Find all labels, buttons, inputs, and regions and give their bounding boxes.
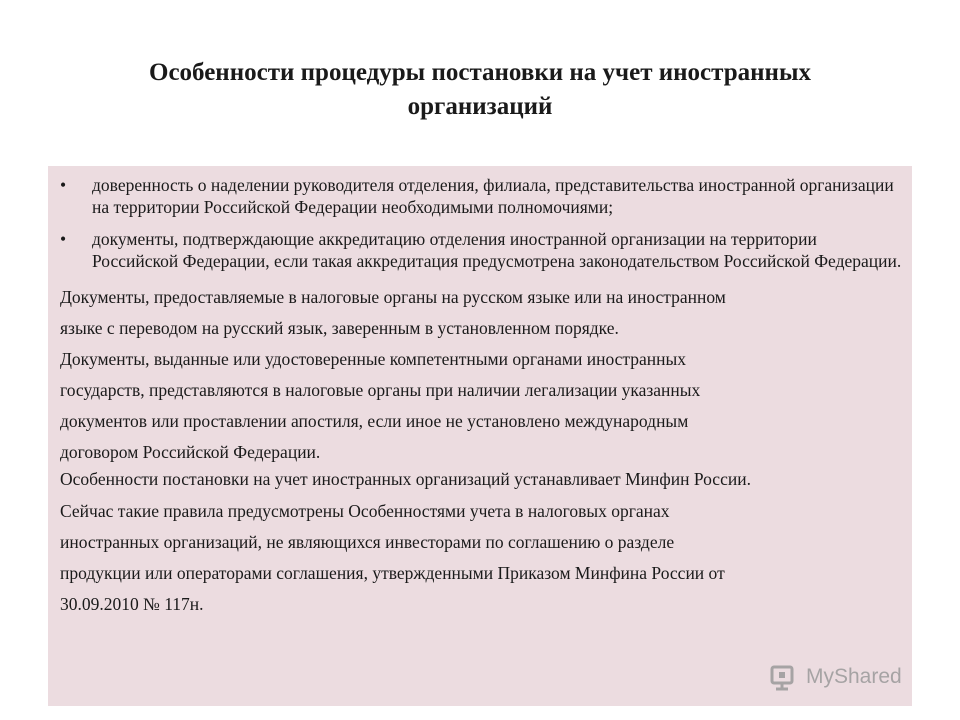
bullet-item-accreditation xyxy=(60,228,905,272)
bullet-marker: • xyxy=(60,229,67,249)
paragraph-line: Документы, предоставляемые в налоговые органы на русском языке или на иностранном xyxy=(60,287,726,307)
slide-content xyxy=(60,174,905,620)
closing-line: Сейчас такие правила предусмотрены Особенностями учета в налоговых органах xyxy=(60,501,670,521)
slide-title: Особенности процедуры постановки на учет иностранных организаций xyxy=(149,59,811,120)
paragraph-line: документов или проставлении апостиля, если иное не установлено международным xyxy=(60,411,689,431)
bullet-text: доверенность о наделении руководителя отделения, филиала, представительства иностранной организации на территории Российской Федерации необходимыми полномочиями; xyxy=(92,175,894,217)
watermark xyxy=(770,662,930,692)
bullet-item-power-of-attorney xyxy=(60,174,905,218)
paragraph-line: договором Российской Федерации. xyxy=(60,442,321,462)
closing-line: 30.09.2010 № 117н. xyxy=(60,594,204,614)
paragraph-line: Документы, выданные или удостоверенные компетентными органами иностранных xyxy=(60,349,687,369)
minfin-note: Особенности постановки на учет иностранных организаций устанавливает Минфин России. xyxy=(60,469,751,489)
paragraph-line: языке с переводом на русский язык, заверенным в установленном порядке. xyxy=(60,318,619,338)
paragraph-line: государств, представляются в налоговые органы при наличии легализации указанных xyxy=(60,380,701,400)
myshared-logo-icon xyxy=(770,663,800,691)
bullet-text: документы, подтверждающие аккредитацию отделения иностранной организации на территории Российской Федерации, если такая аккредитация предусмотрена законодательством Российской Федерации. xyxy=(92,229,902,271)
closing-line: иностранных организаций, не являющихся инвесторами по соглашению о разделе xyxy=(60,532,675,552)
closing-line: продукции или операторами соглашения, утвержденными Приказом Минфина России от xyxy=(60,563,725,583)
watermark-text: MyShared xyxy=(806,665,902,688)
bullet-marker: • xyxy=(60,175,67,195)
